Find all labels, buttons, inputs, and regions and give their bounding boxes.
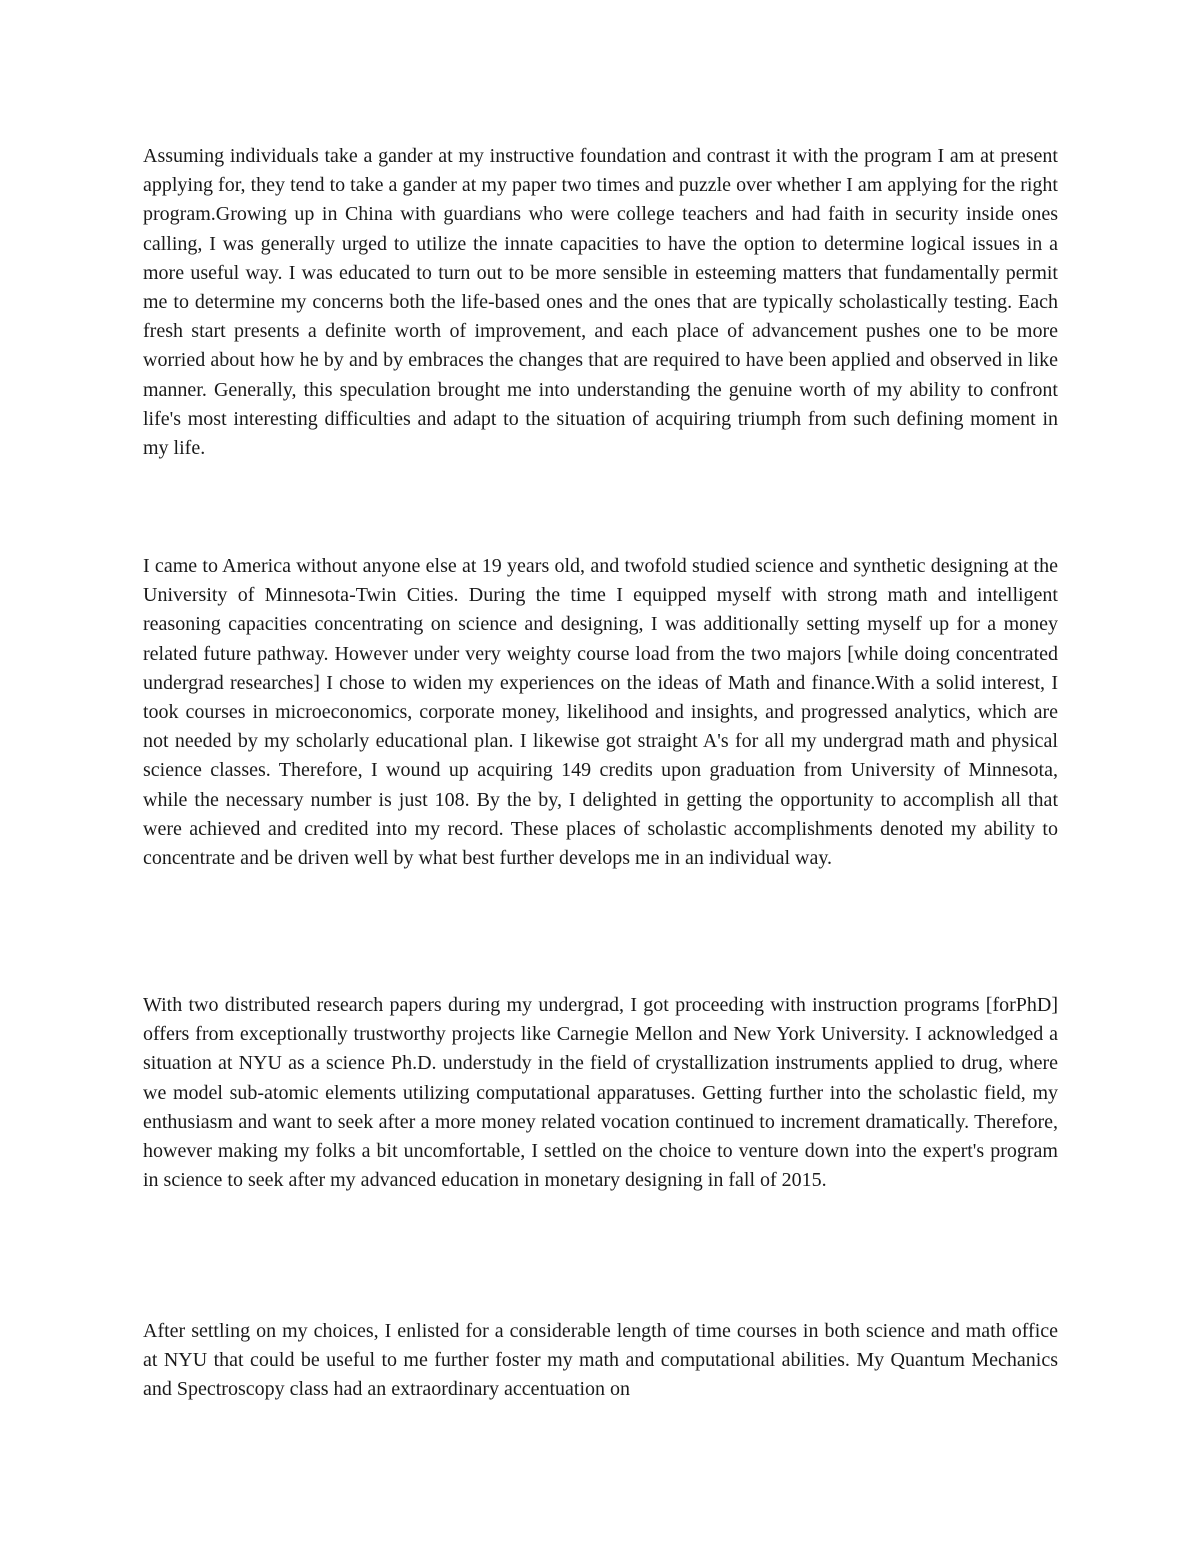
paragraph-3: With two distributed research papers during my undergrad, I got proceeding with instruction programs [forPhD] offers from exceptionally trustworthy projects like Carnegie Mellon and New York University. I acknowledged a situation at NYU as a science Ph.D. understudy in the field of crystallization instruments applied to drug, where we model sub-atomic elements utilizing computational apparatuses. Getting further into the scholastic field, my enthusiasm and want to seek after a more money related vocation continued to increment dramatically. Therefore, however making my folks a bit uncomfortable, I settled on the choice to venture down into the expert's program in science to seek after my advanced education in monetary designing in fall of 2015. <box>143 994 1058 1192</box>
paragraph-1: Assuming individuals take a gander at my instructive foundation and contrast it with the program I am at present applying for, they tend to take a gander at my paper two times and puzzle over whether I am applying for the right program.Growing up in China with guardians who were college teachers and had faith in security inside ones calling, I was generally urged to utilize the innate capacities to have the option to determine logical issues in a more useful way. I was educated to turn out to be more sensible in esteeming matters that fundamentally permit me to determine my concerns both the life-based ones and the ones that are typically scholastically testing. Each fresh start presents a definite worth of improvement, and each place of advancement pushes one to be more worried about how he by and by embraces the changes that are required to have been applied and observed in like manner. Generally, this speculation brought me into understanding the genuine worth of my ability to confront life's most interesting difficulties and adapt to the situation of acquiring triumph from such defining moment in my life. <box>143 145 1058 460</box>
paragraph-4: After settling on my choices, I enlisted for a considerable length of time courses in both science and math office at NYU that could be useful to me further foster my math and computational abilities. My Quantum Mechanics and Spectroscopy class had an extraordinary accentuation on <box>143 1320 1058 1401</box>
paragraph-2: I came to America without anyone else at 19 years old, and twofold studied science and synthetic designing at the University of Minnesota-Twin Cities. During the time I equipped myself with strong math and intelligent reasoning capacities concentrating on science and designing, I was additionally setting myself up for a money related future pathway. However under very weighty course load from the two majors [while doing concentrated undergrad researches] I chose to widen my experiences on the ideas of Math and finance.With a solid interest, I took courses in microeconomics, corporate money, likelihood and insights, and progressed analytics, which are not needed by my scholarly educational plan. I likewise got straight A's for all my undergrad math and physical science classes. Therefore, I wound up acquiring 149 credits upon graduation from University of Minnesota, while the necessary number is just 108. By the by, I delighted in getting the opportunity to accomplish all that were achieved and credited into my record. These places of scholastic accomplishments denoted my ability to concentrate and be driven well by what best further develops me in an individual way. <box>143 555 1058 870</box>
